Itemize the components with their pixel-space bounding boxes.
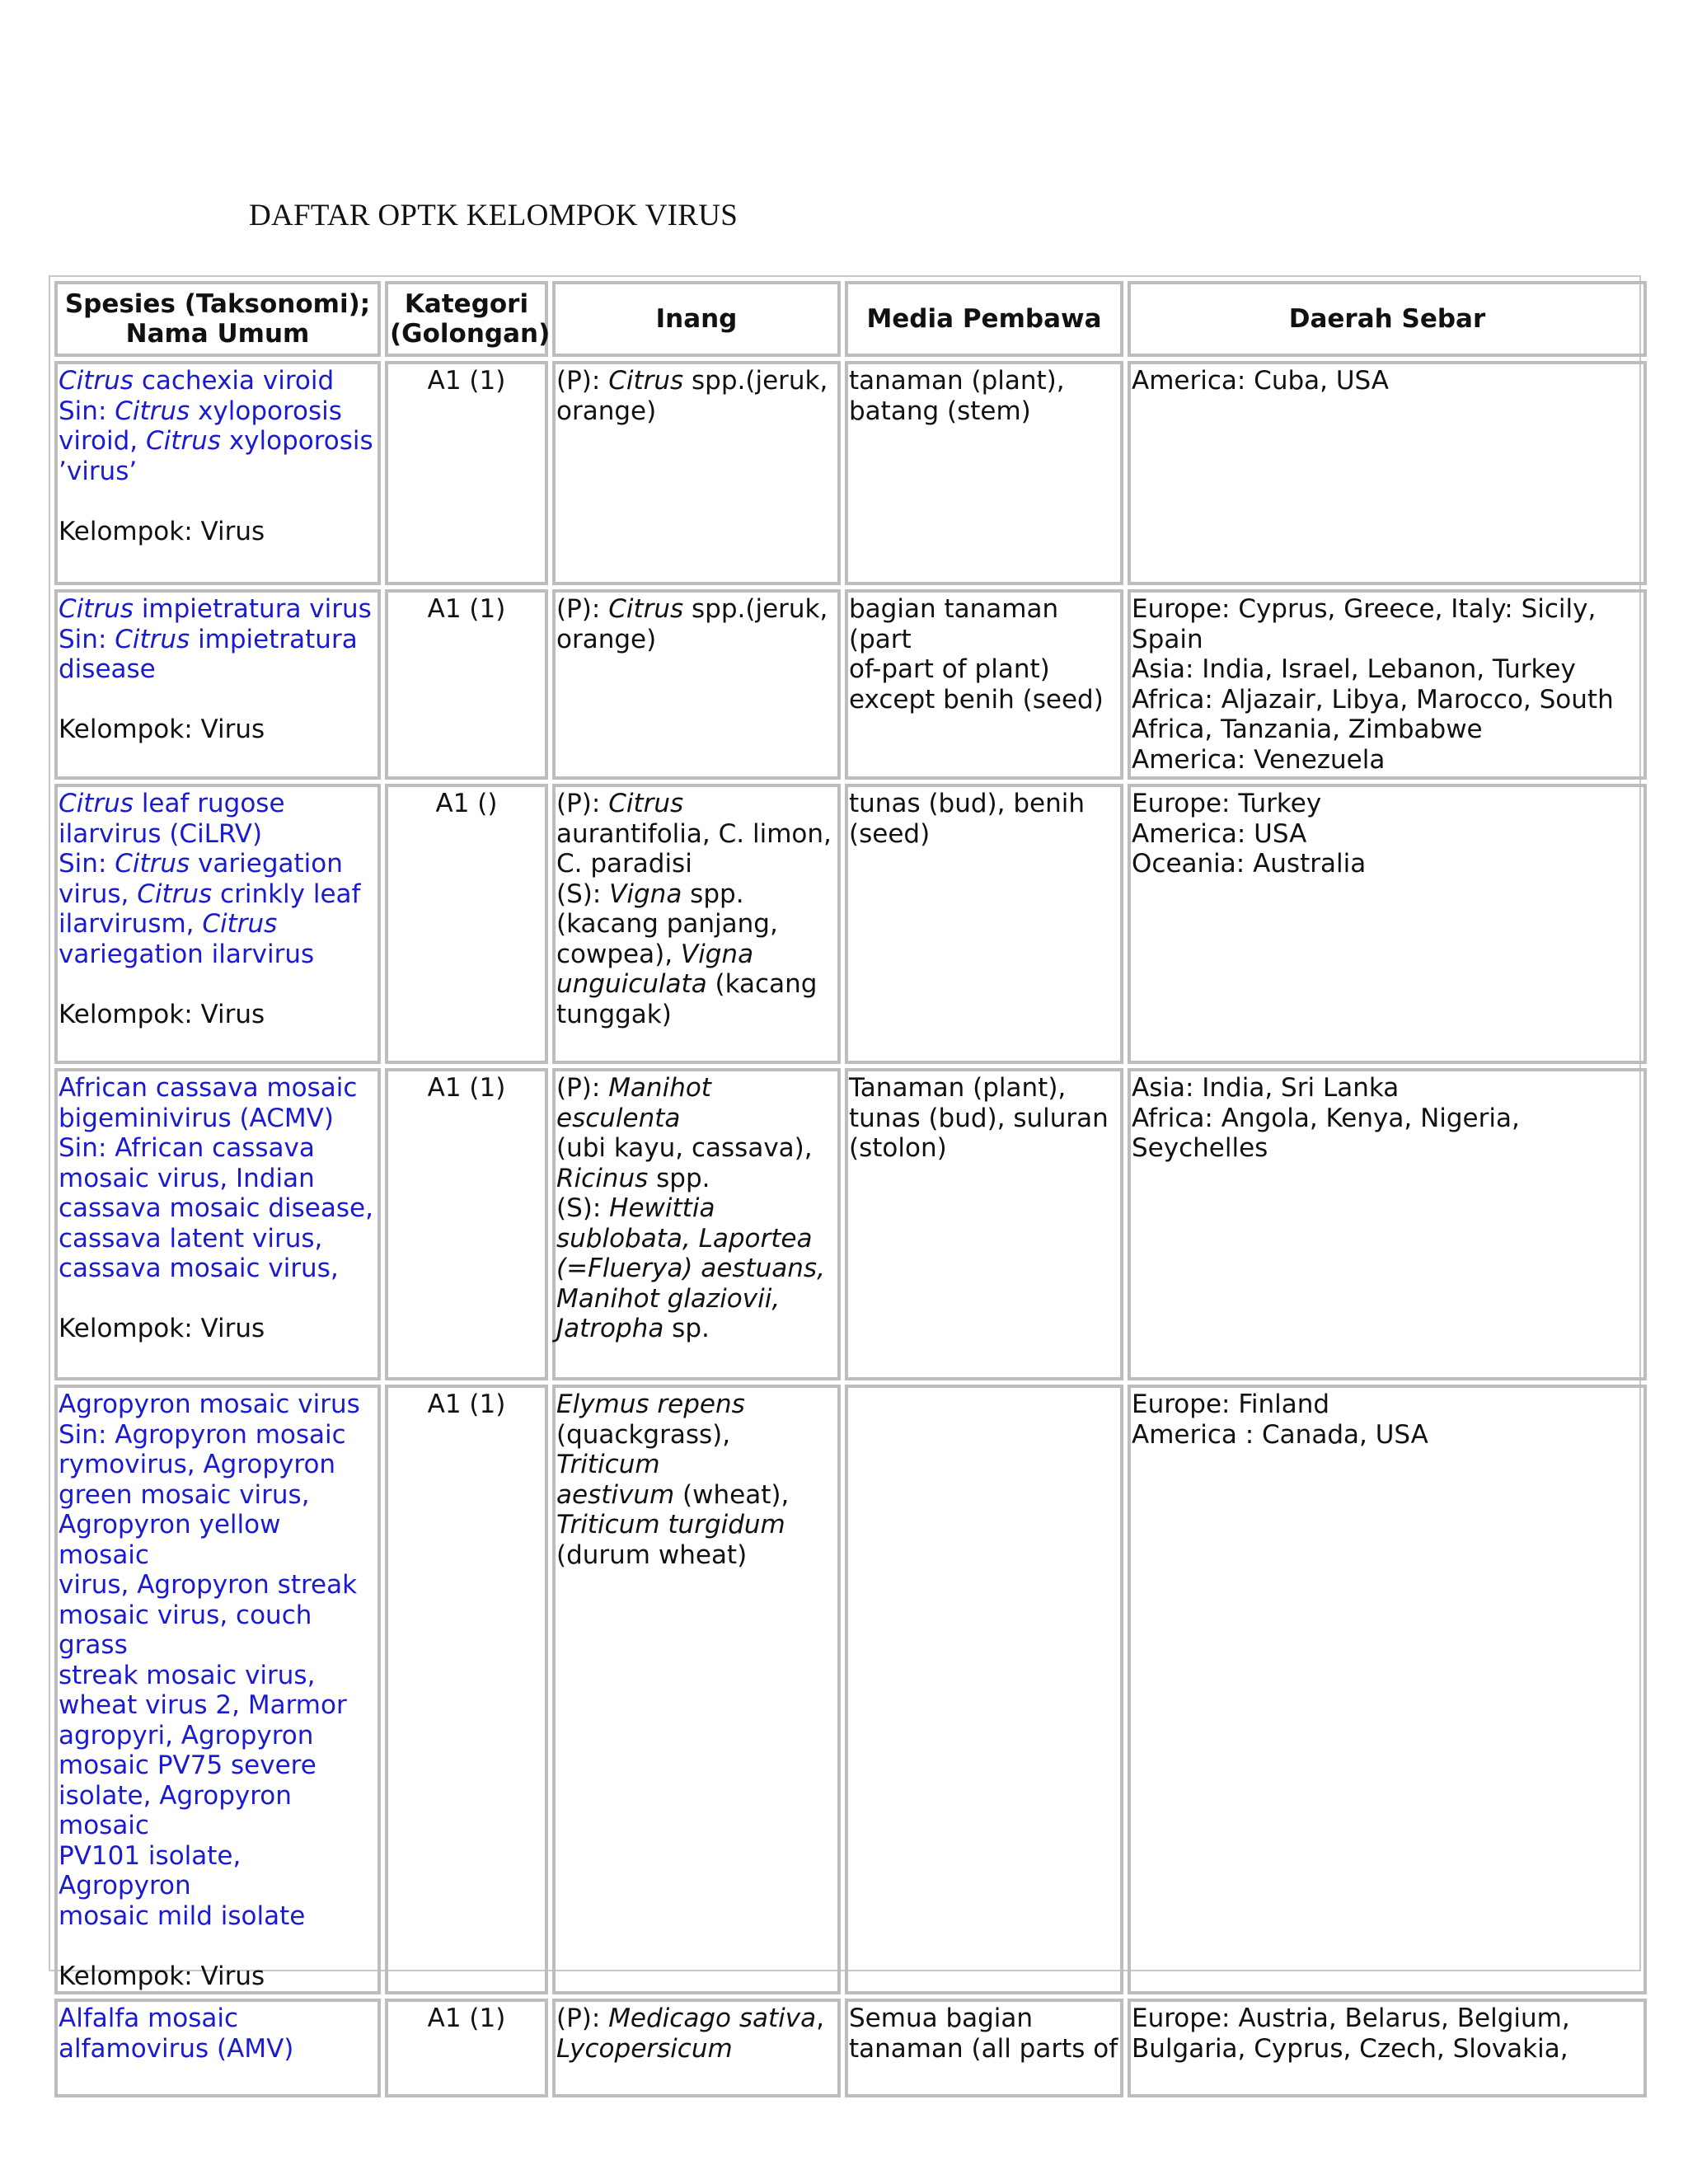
host-text: (durum wheat) xyxy=(556,1540,748,1570)
species-text: rymovirus, Agropyron xyxy=(59,1450,336,1479)
host-text: Hewittia xyxy=(609,1193,715,1223)
species-text: Sin: Agropyron mosaic xyxy=(59,1419,346,1450)
header-category xyxy=(385,281,551,357)
host-line xyxy=(556,849,837,879)
host-text: spp. xyxy=(682,879,744,909)
species-text: streak mosaic virus, xyxy=(59,1660,316,1690)
species-line xyxy=(59,1510,377,1570)
species-text: Agropyron yellow mosaic xyxy=(59,1510,281,1570)
region-line xyxy=(1132,789,1643,819)
cell-host xyxy=(552,784,841,1064)
media-line xyxy=(849,1133,1119,1164)
header-category-line1: Kategori xyxy=(404,288,529,319)
region-text: Europe: Austria, Belarus, Belgium, xyxy=(1132,2004,1570,2033)
media-line xyxy=(849,819,1119,850)
host-text: sublobata, Laportea xyxy=(556,1223,813,1254)
species-text: Citrus xyxy=(59,789,134,818)
cell-host xyxy=(552,361,841,585)
media-line xyxy=(849,654,1119,685)
species-text: wheat virus 2, Marmor xyxy=(59,1690,347,1720)
media-line xyxy=(849,594,1119,654)
species-text: cassava latent virus, xyxy=(59,1223,323,1254)
spacer xyxy=(59,486,377,517)
cell-category: A1 (1) xyxy=(385,1385,548,1994)
host-text: Ricinus xyxy=(556,1163,649,1193)
host-text: Citrus xyxy=(608,789,684,818)
region-text: Oceania: Australia xyxy=(1132,849,1367,879)
cell-species xyxy=(54,1999,381,2097)
species-text: Citrus xyxy=(59,366,134,396)
species-text: impietratura xyxy=(190,624,358,654)
region-line xyxy=(1132,654,1643,685)
header-species-line2: Nama Umum xyxy=(125,319,310,349)
region-line xyxy=(1132,685,1643,715)
species-line xyxy=(59,366,377,396)
region-line xyxy=(1132,1104,1643,1134)
region-text: Africa: Angola, Kenya, Nigeria, xyxy=(1132,1103,1520,1133)
cell-species xyxy=(54,1385,381,1994)
media-text: Tanaman (plant), xyxy=(849,1073,1067,1103)
cell-region xyxy=(1128,784,1647,1064)
region-text: America: Venezuela xyxy=(1132,744,1386,775)
region-line xyxy=(1132,745,1643,776)
species-line xyxy=(59,1450,377,1480)
header-species xyxy=(54,281,381,357)
species-text: impietratura virus xyxy=(133,594,372,624)
species-text: leaf rugose xyxy=(133,789,285,818)
cell-species xyxy=(54,361,381,585)
species-line xyxy=(59,457,377,487)
optk-table xyxy=(50,277,1651,2102)
cell-media xyxy=(845,1068,1123,1380)
host-text: sp. xyxy=(663,1314,710,1343)
table-row xyxy=(54,361,1647,585)
region-line xyxy=(1132,849,1643,879)
table-header-row xyxy=(54,281,1647,357)
species-text: xyloporosis xyxy=(190,396,342,426)
table-body xyxy=(54,361,1647,2097)
host-text: Triticum xyxy=(556,1450,660,1479)
cell-media xyxy=(845,589,1123,780)
species-line xyxy=(59,1193,377,1224)
species-line xyxy=(59,1390,377,1420)
media-line xyxy=(849,789,1119,819)
host-text: orange) xyxy=(556,396,657,426)
host-text: orange) xyxy=(556,624,657,654)
cell-species xyxy=(54,589,381,780)
cell-category: A1 (1) xyxy=(385,1999,548,2097)
media-line xyxy=(849,396,1119,427)
species-text: isolate, Agropyron mosaic xyxy=(59,1780,292,1840)
region-line xyxy=(1132,715,1643,745)
cell-species xyxy=(54,1068,381,1380)
host-line xyxy=(556,2004,837,2034)
host-text: (kacang xyxy=(706,969,818,999)
media-text: batang (stem) xyxy=(849,396,1031,426)
region-line xyxy=(1132,594,1643,625)
region-line xyxy=(1132,1390,1643,1420)
host-line xyxy=(556,1480,837,1511)
region-line xyxy=(1132,819,1643,850)
host-text: Lycopersicum xyxy=(556,2033,733,2064)
host-line xyxy=(556,969,837,1000)
media-line xyxy=(849,2004,1119,2034)
species-line xyxy=(59,1841,377,1901)
cell-region xyxy=(1128,589,1647,780)
host-text: (P): xyxy=(556,789,609,818)
host-line xyxy=(556,396,837,427)
region-line xyxy=(1132,2034,1643,2064)
species-text: PV101 isolate, Agropyron xyxy=(59,1840,241,1900)
media-line xyxy=(849,685,1119,715)
host-line xyxy=(556,789,837,819)
species-line xyxy=(59,1073,377,1104)
species-line xyxy=(59,819,377,850)
host-text: (quackgrass), xyxy=(556,1419,731,1450)
host-line xyxy=(556,1164,837,1194)
species-line xyxy=(59,909,377,940)
species-text: mosaic virus, couch grass xyxy=(59,1600,312,1660)
host-line xyxy=(556,1314,837,1344)
cell-region xyxy=(1128,1385,1647,1994)
host-text: (=Fluerya) aestuans, xyxy=(556,1254,825,1283)
cell-host xyxy=(552,1068,841,1380)
species-text: Citrus xyxy=(202,909,278,939)
species-line xyxy=(59,789,377,819)
cell-species xyxy=(54,784,381,1064)
species-line xyxy=(59,1570,377,1601)
page-title: DAFTAR OPTK KELOMPOK VIRUS xyxy=(249,199,738,232)
species-text: cachexia viroid xyxy=(133,366,335,396)
region-text: Asia: India, Israel, Lebanon, Turkey xyxy=(1132,654,1576,684)
table-row xyxy=(54,1385,1647,1994)
cell-category: A1 (1) xyxy=(385,361,548,585)
spacer xyxy=(59,1284,377,1315)
species-line xyxy=(59,654,377,685)
host-text: Jatropha xyxy=(556,1314,664,1343)
region-text: Bulgaria, Cyprus, Czech, Slovakia, xyxy=(1132,2033,1568,2064)
species-text: ilarvirusm, xyxy=(59,909,203,939)
host-text: (P): xyxy=(556,1073,609,1103)
species-text: bigeminivirus (ACMV) xyxy=(59,1103,334,1133)
species-line xyxy=(59,1781,377,1841)
host-line xyxy=(556,940,837,970)
species-line xyxy=(59,1480,377,1511)
host-text: Vigna xyxy=(609,879,682,909)
host-line xyxy=(556,879,837,910)
species-line xyxy=(59,1133,377,1164)
host-line xyxy=(556,1540,837,1571)
media-text: tunas (bud), suluran xyxy=(849,1103,1109,1133)
species-text: Alfalfa mosaic xyxy=(59,2004,239,2033)
species-text: Citrus xyxy=(59,594,134,624)
media-text: Semua bagian xyxy=(849,2004,1034,2033)
region-text: Europe: Finland xyxy=(1132,1390,1330,1419)
species-text: mosaic PV75 severe xyxy=(59,1750,316,1780)
species-line xyxy=(59,1224,377,1254)
region-line xyxy=(1132,1073,1643,1104)
species-line xyxy=(59,1661,377,1691)
header-media-label: Media Pembawa xyxy=(866,303,1102,334)
host-line xyxy=(556,1510,837,1540)
table-row xyxy=(54,589,1647,780)
region-text: Africa: Aljazair, Libya, Marocco, South xyxy=(1132,684,1614,715)
spacer xyxy=(59,685,377,715)
species-text: virus, xyxy=(59,879,138,909)
species-line xyxy=(59,1690,377,1721)
species-text: agropyri, Agropyron xyxy=(59,1720,314,1750)
species-text: Agropyron mosaic virus xyxy=(59,1390,360,1419)
species-text: Sin: xyxy=(59,624,115,654)
kelompok-label: Kelompok: Virus xyxy=(59,715,265,744)
species-line xyxy=(59,940,377,970)
host-text: (wheat), xyxy=(674,1479,790,1510)
host-line xyxy=(556,1284,837,1315)
region-text: Europe: Turkey xyxy=(1132,789,1322,818)
media-line xyxy=(849,1104,1119,1134)
host-line xyxy=(556,625,837,655)
media-text: tanaman (all parts of xyxy=(849,2033,1118,2064)
media-text: tanaman (plant), xyxy=(849,366,1065,396)
host-text: (P): xyxy=(556,366,609,396)
header-region-label: Daerah Sebar xyxy=(1288,303,1486,334)
species-text: viroid, xyxy=(59,426,146,456)
region-line xyxy=(1132,2004,1643,2034)
region-text: America: USA xyxy=(1132,818,1307,849)
host-text: , xyxy=(816,2004,824,2033)
kelompok-label: Kelompok: Virus xyxy=(59,999,265,1029)
host-text: (S): xyxy=(556,1193,610,1223)
host-line xyxy=(556,2034,837,2064)
host-line xyxy=(556,909,837,940)
host-line xyxy=(556,819,837,850)
region-text: Europe: Cyprus, Greece, Italy: Sicily, xyxy=(1132,594,1597,624)
media-text: tunas (bud), benih xyxy=(849,789,1085,818)
host-text: (P): xyxy=(556,2004,609,2033)
host-text: Citrus xyxy=(608,366,684,396)
region-line xyxy=(1132,1420,1643,1451)
host-line xyxy=(556,1193,837,1224)
cell-media xyxy=(845,784,1123,1064)
host-text: Elymus repens xyxy=(556,1390,745,1419)
cell-media xyxy=(845,361,1123,585)
host-text: Citrus xyxy=(608,594,684,624)
media-line xyxy=(849,366,1119,396)
header-category-line2: (Golongan) xyxy=(390,319,551,349)
host-text: spp.(jeruk, xyxy=(683,594,828,624)
host-line xyxy=(556,1133,837,1164)
cell-host xyxy=(552,589,841,780)
species-text: variegation xyxy=(190,849,343,879)
species-text: disease xyxy=(59,654,156,684)
header-media xyxy=(845,281,1123,357)
host-text: Manihot glaziovii, xyxy=(556,1283,781,1314)
species-text: crinkly leaf xyxy=(212,879,361,909)
cell-region xyxy=(1128,1999,1647,2097)
optk-table-container xyxy=(49,275,1641,2064)
header-host-label: Inang xyxy=(655,303,738,334)
host-line xyxy=(556,1073,837,1133)
species-line xyxy=(59,2034,377,2064)
species-text: variegation ilarvirus xyxy=(59,939,315,969)
region-text: Asia: India, Sri Lanka xyxy=(1132,1073,1400,1103)
cell-media xyxy=(845,1385,1123,1994)
cell-host xyxy=(552,1385,841,1994)
region-text: Africa, Tanzania, Zimbabwe xyxy=(1132,715,1483,744)
host-text: cowpea), xyxy=(556,939,681,969)
header-region xyxy=(1128,281,1647,357)
species-line xyxy=(59,426,377,457)
species-text: Sin: xyxy=(59,396,115,426)
cell-host xyxy=(552,1999,841,2097)
host-text: (ubi kayu, cassava), xyxy=(556,1133,813,1163)
species-text: ’virus’ xyxy=(59,456,138,486)
header-host xyxy=(552,281,841,357)
host-line xyxy=(556,1254,837,1284)
media-text: bagian tanaman (part xyxy=(849,594,1059,654)
spacer xyxy=(59,1931,377,1961)
host-text: spp.(jeruk, xyxy=(683,366,828,396)
species-line xyxy=(59,396,377,427)
species-line xyxy=(59,1750,377,1781)
table-row xyxy=(54,784,1647,1064)
host-text: Vigna xyxy=(680,939,754,969)
cell-category: A1 (1) xyxy=(385,589,548,780)
species-text: xyloporosis xyxy=(220,426,373,456)
species-text: mosaic mild isolate xyxy=(59,1900,306,1931)
region-line xyxy=(1132,366,1643,396)
host-line xyxy=(556,1000,837,1030)
host-text: (S): xyxy=(556,879,610,909)
species-text: Sin: xyxy=(59,849,115,879)
host-text: spp. xyxy=(648,1163,710,1193)
host-text: Medicago sativa xyxy=(608,2004,817,2033)
region-text: America: Cuba, USA xyxy=(1132,366,1389,396)
host-text: C. paradisi xyxy=(556,849,692,879)
host-text: Triticum turgidum xyxy=(556,1510,785,1540)
species-text: Citrus xyxy=(146,426,221,456)
cell-media xyxy=(845,1999,1123,2097)
species-text: African cassava mosaic xyxy=(59,1073,358,1103)
region-line xyxy=(1132,625,1643,655)
host-text: tunggak) xyxy=(556,999,672,1029)
species-text: alfamovirus (AMV) xyxy=(59,2033,294,2064)
species-text: cassava mosaic virus, xyxy=(59,1254,339,1283)
species-line xyxy=(59,594,377,625)
table-row xyxy=(54,1999,1647,2097)
table-row xyxy=(54,1068,1647,1380)
cell-category: A1 (1) xyxy=(385,1068,548,1380)
species-line xyxy=(59,1164,377,1194)
species-line xyxy=(59,849,377,879)
media-line xyxy=(849,2034,1119,2064)
kelompok-label: Kelompok: Virus xyxy=(59,1961,265,1991)
host-line xyxy=(556,1420,837,1480)
media-line xyxy=(849,1073,1119,1104)
species-text: Citrus xyxy=(137,879,213,909)
header-species-line1: Spesies (Taksonomi); xyxy=(64,288,371,319)
host-line xyxy=(556,1224,837,1254)
species-line xyxy=(59,1420,377,1451)
species-text: mosaic virus, Indian xyxy=(59,1163,315,1193)
cell-region xyxy=(1128,1068,1647,1380)
media-text: except benih (seed) xyxy=(849,684,1104,715)
cell-category: A1 () xyxy=(385,784,548,1064)
host-line xyxy=(556,366,837,396)
region-line xyxy=(1132,1133,1643,1164)
region-text: America : Canada, USA xyxy=(1132,1419,1428,1450)
species-line xyxy=(59,625,377,655)
species-line xyxy=(59,1901,377,1932)
host-text: aurantifolia, C. limon, xyxy=(556,818,832,849)
host-text: (kacang panjang, xyxy=(556,909,778,939)
host-text: unguiculata xyxy=(556,969,707,999)
species-text: Citrus xyxy=(115,396,190,426)
host-line xyxy=(556,1390,837,1420)
media-text: (stolon) xyxy=(849,1133,947,1163)
species-text: green mosaic virus, xyxy=(59,1479,310,1510)
species-text: ilarvirus (CiLRV) xyxy=(59,818,263,849)
host-text: aestivum xyxy=(556,1479,675,1510)
spacer xyxy=(59,969,377,1000)
host-line xyxy=(556,594,837,625)
species-text: Sin: African cassava xyxy=(59,1133,315,1163)
species-text: virus, Agropyron streak xyxy=(59,1570,358,1600)
species-line xyxy=(59,1104,377,1134)
host-text: (P): xyxy=(556,594,609,624)
cell-region xyxy=(1128,361,1647,585)
region-text: Seychelles xyxy=(1132,1133,1268,1163)
species-line xyxy=(59,1721,377,1751)
kelompok-label: Kelompok: Virus xyxy=(59,516,265,546)
region-text: Spain xyxy=(1132,624,1203,654)
media-text: (seed) xyxy=(849,818,931,849)
media-text: of-part of plant) xyxy=(849,654,1050,684)
species-line xyxy=(59,1601,377,1661)
species-text: Citrus xyxy=(115,624,190,654)
host-text: Manihot esculenta xyxy=(556,1073,711,1133)
species-text: cassava mosaic disease, xyxy=(59,1193,373,1223)
species-text: Citrus xyxy=(115,849,190,879)
kelompok-label: Kelompok: Virus xyxy=(59,1314,265,1343)
species-line xyxy=(59,879,377,910)
species-line xyxy=(59,1254,377,1284)
species-line xyxy=(59,2004,377,2034)
